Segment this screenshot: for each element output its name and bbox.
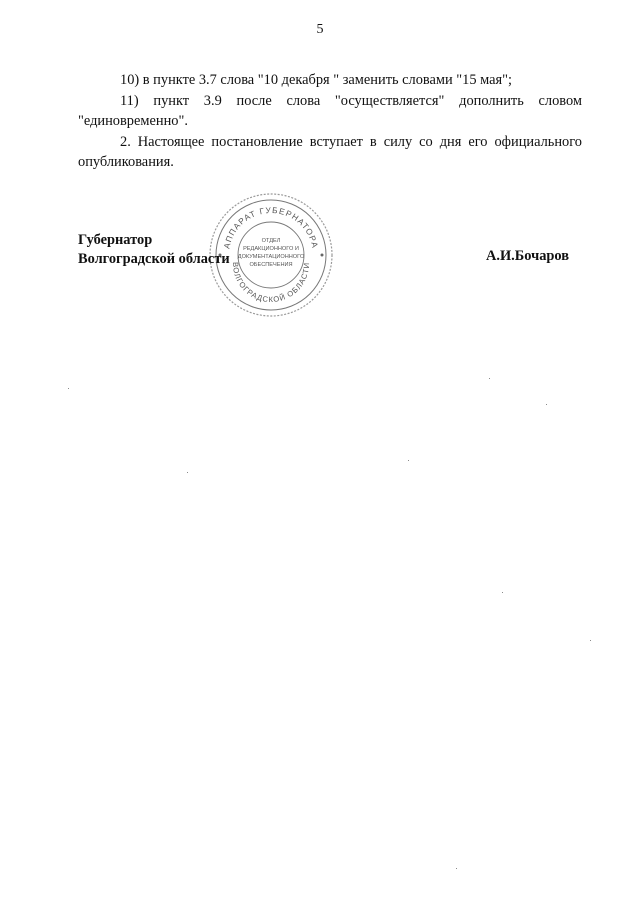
page-number: 5 <box>316 22 324 37</box>
document-body <box>78 70 582 173</box>
paragraph-effective-date: 2. Настоящее постановление вступает в силу со дня его официального опубликования. <box>78 133 582 170</box>
scan-speck <box>68 388 69 389</box>
signature-name: А.И.Бочаров <box>486 248 570 264</box>
svg-text:ВОЛГОГРАДСКОЙ ОБЛАСТИ <box>231 262 311 304</box>
scan-speck <box>456 868 457 869</box>
signature-title-line-2: Волгоградской области <box>78 251 230 267</box>
stamp-outer-top-text: АППАРАТ ГУБЕРНАТОРА <box>221 204 321 250</box>
scan-speck <box>408 460 409 461</box>
scan-speck <box>502 592 503 593</box>
stamp-center-line-4: ОБЕСПЕЧЕНИЯ <box>249 262 293 268</box>
stamp-center-line-1: ОТДЕЛ <box>261 238 281 244</box>
stamp-center-line-3: ДОКУМЕНТАЦИОННОГО <box>237 254 305 260</box>
signature-title <box>78 231 230 269</box>
scan-speck <box>546 404 547 405</box>
paragraph-item-10: 10) в пункте 3.7 слова "10 декабря " заменить словами "15 мая"; <box>120 72 513 88</box>
paragraph-item-11: 11) пункт 3.9 после слова "осуществляется" дополнить словом "единовременно". <box>78 92 582 129</box>
stamp-outer-bottom-text: ВОЛГОГРАДСКОЙ ОБЛАСТИ <box>230 261 312 305</box>
signature-title-line-1: Губернатор <box>78 232 153 248</box>
stamp-center-line-2: РЕДАКЦИОННОГО И <box>243 246 299 252</box>
scan-speck <box>187 472 188 473</box>
scan-speck <box>590 640 591 641</box>
scan-speck <box>489 378 490 379</box>
